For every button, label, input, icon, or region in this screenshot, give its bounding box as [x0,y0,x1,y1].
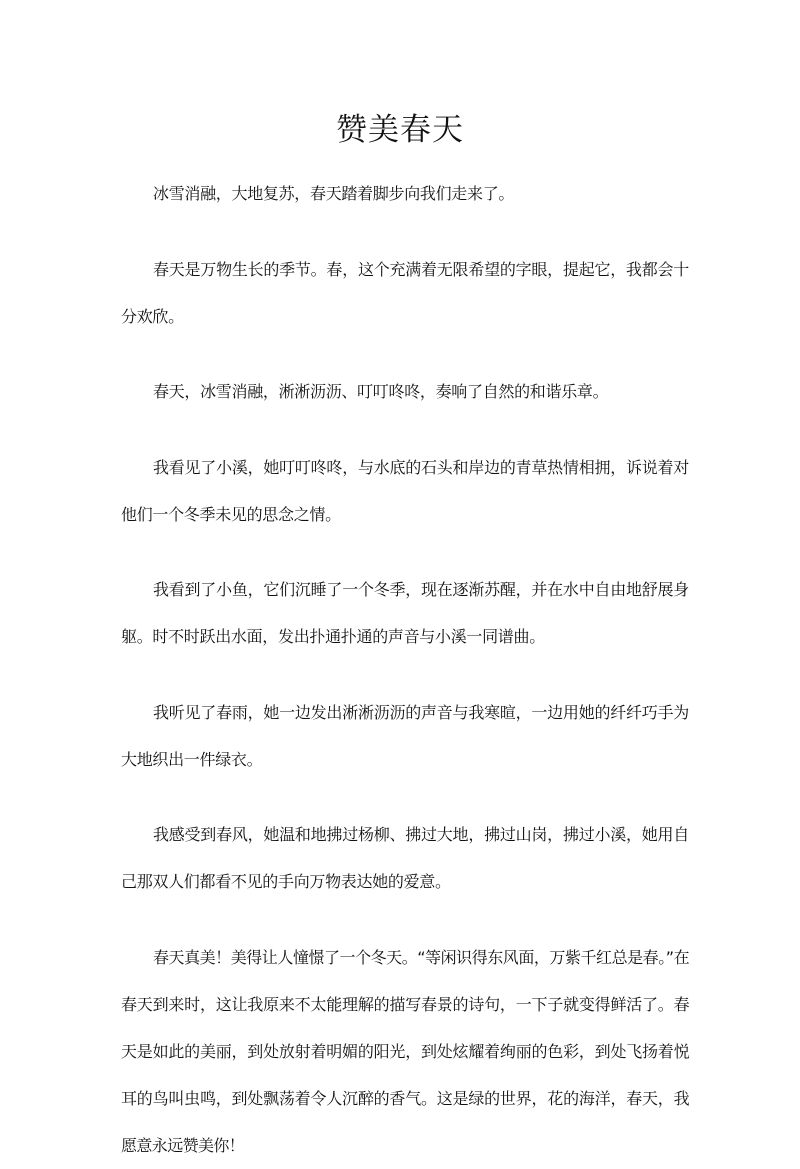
paragraph-6: 我听见了春雨，她一边发出淅淅沥沥的声音与我寒暄，一边用她的纤纤巧手为大地织出一件绿衣。 [121,702,689,769]
paragraph-4: 我看见了小溪，她叮叮咚咚，与水底的石头和岸边的青草热情相拥，诉说着对他们一个冬季未见的思念之情。 [121,457,689,524]
document-body [121,170,689,1169]
paragraph-1: 冰雪消融，大地复苏，春天踏着脚步向我们走来了。 [153,184,515,203]
paragraph-7: 我感受到春风，她温和地拂过杨柳、拂过大地，拂过山岗，拂过小溪，她用自己那双人们都看不见的手向万物表达她的爱意。 [121,825,689,891]
paragraph-8: 春天真美！美得让人憧憬了一个冬天。“等闲识得东风面，万紫千红总是春。”在春天到来时，这让我原来不太能理解的描写春景的诗句，一下子就变得鲜活了。春天是如此的美丽，到处放射着明媚的阳光，到处炫耀着绚丽的色彩，到处飞扬着悦耳的鸟叫虫鸣，到处飘荡着令人沉醉的香气。这是绿的世界，花的海洋，春天，我愿意永远赞美你！ [121,947,689,1155]
document-title: 赞美春天 [336,112,464,148]
paragraph-5: 我看到了小鱼，它们沉睡了一个冬季，现在逐渐苏醒，并在水中自由地舒展身躯。时不时跃出水面，发出扑通扑通的声音与小溪一同谱曲。 [121,580,689,646]
paragraph-3: 春天，冰雪消融，淅淅沥沥、叮叮咚咚，奏响了自然的和谐乐章。 [153,382,609,401]
paragraph-2: 春天是万物生长的季节。春，这个充满着无限希望的字眼，提起它，我都会十分欢欣。 [121,259,689,326]
